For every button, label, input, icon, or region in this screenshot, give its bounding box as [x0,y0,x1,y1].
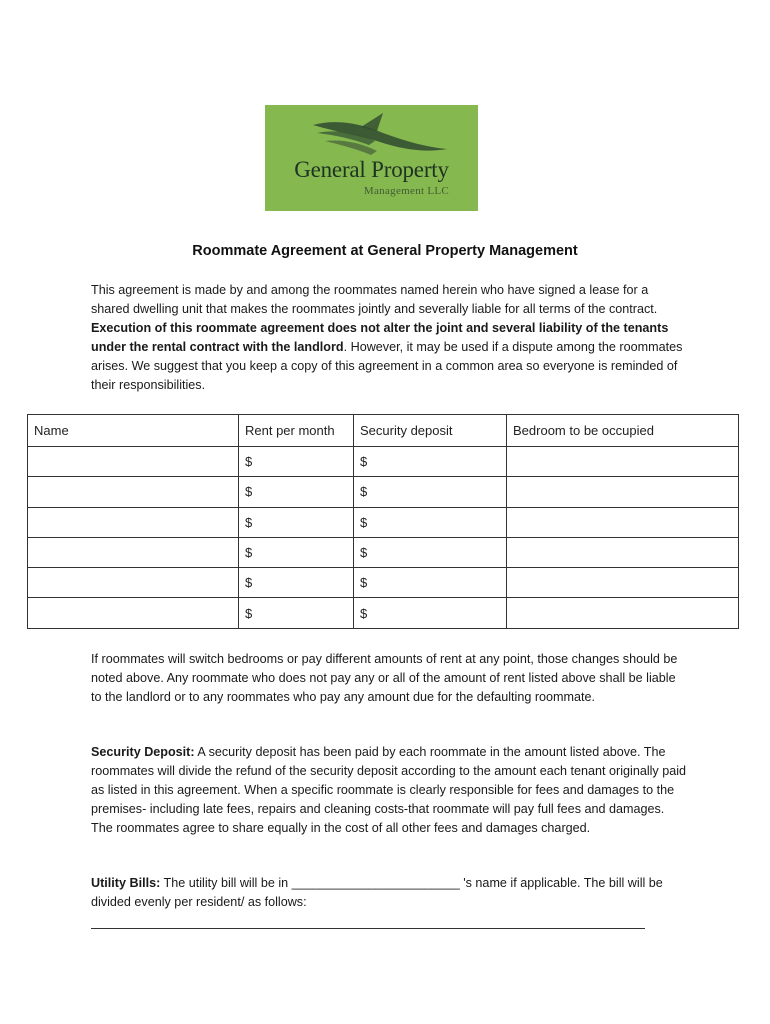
company-logo [265,105,478,211]
header-name: Name [28,415,239,447]
header-deposit: Security deposit [354,415,507,447]
rent-cell[interactable]: $ [239,477,354,507]
bedroom-cell[interactable] [507,598,739,628]
utility-bills-label: Utility Bills: [91,876,161,890]
logo-company-name: General Property [294,157,449,182]
table-header-row [28,415,739,447]
document-title: Roommate Agreement at General Property Management [192,243,578,259]
rent-cell[interactable]: $ [239,568,354,598]
utility-bills-text: The utility bill will be in ________________________ 's name if applicable. The bill will be divided evenly per resident/ as follows: [91,876,663,909]
deposit-cell[interactable]: $ [354,507,507,537]
deposit-cell[interactable]: $ [354,568,507,598]
bedroom-cell[interactable] [507,507,739,537]
security-deposit-text: A security deposit has been paid by each roommate in the amount listed above. The roommates will divide the refund of the security deposit according to the amount each tenant originally paid as listed in this agreement. When a specific roommate is clearly responsible for fees and damages to the premises- including late fees, repairs and cleaning costs-that roommate will pay full fees and damages. The roommates agree to share equally in the cost of all other fees and damages charged. [91,745,687,835]
bedroom-cell[interactable] [507,568,739,598]
table-row [28,537,739,567]
header-bedroom: Bedroom to be occupied [507,415,739,447]
name-cell[interactable] [28,477,239,507]
deposit-cell[interactable]: $ [354,477,507,507]
security-deposit-label: Security Deposit: [91,745,195,759]
roommate-table [27,414,739,629]
table-row [28,447,739,477]
header-rent: Rent per month [239,415,354,447]
utility-bills-paragraph [91,874,687,912]
intro-text-end: . However, it may be used if a dispute among the roommates arises. We suggest that you keep a copy of this agreement in a common area so everyone is reminded of their responsibilities. [91,340,683,392]
rent-cell[interactable]: $ [239,537,354,567]
name-cell[interactable] [28,447,239,477]
bedroom-cell[interactable] [507,537,739,567]
changes-paragraph: If roommates will switch bedrooms or pay different amounts of rent at any point, those changes should be noted above. Any roommate who does not pay any or all of the amount of rent listed above shall be liable to the landlord or to any roommates who pay any amount due for the defaulting roommate. [91,652,678,704]
table-row [28,568,739,598]
bedroom-cell[interactable] [507,477,739,507]
deposit-cell[interactable]: $ [354,537,507,567]
name-cell[interactable] [28,507,239,537]
rent-cell[interactable]: $ [239,507,354,537]
name-cell[interactable] [28,537,239,567]
intro-text-start: This agreement is made by and among the roommates named herein who have signed a lease for a shared dwelling unit that makes the roommates jointly and severally liable for all terms of the contract. [91,283,658,316]
bedroom-cell[interactable] [507,447,739,477]
deposit-cell[interactable]: $ [354,447,507,477]
table-row [28,507,739,537]
table-row [28,477,739,507]
blank-fill-line[interactable] [91,928,645,929]
rent-cell[interactable]: $ [239,447,354,477]
logo-company-subtitle: Management LLC [363,185,450,197]
name-cell[interactable] [28,568,239,598]
intro-bold-clause: Execution of this roommate agreement does not alter the joint and several liability of the tenants under the rental contract with the landlord [91,321,669,354]
security-deposit-paragraph [91,743,687,838]
name-cell[interactable] [28,598,239,628]
rent-cell[interactable]: $ [239,598,354,628]
deposit-cell[interactable]: $ [354,598,507,628]
table-row [28,598,739,628]
intro-paragraph [91,281,687,395]
